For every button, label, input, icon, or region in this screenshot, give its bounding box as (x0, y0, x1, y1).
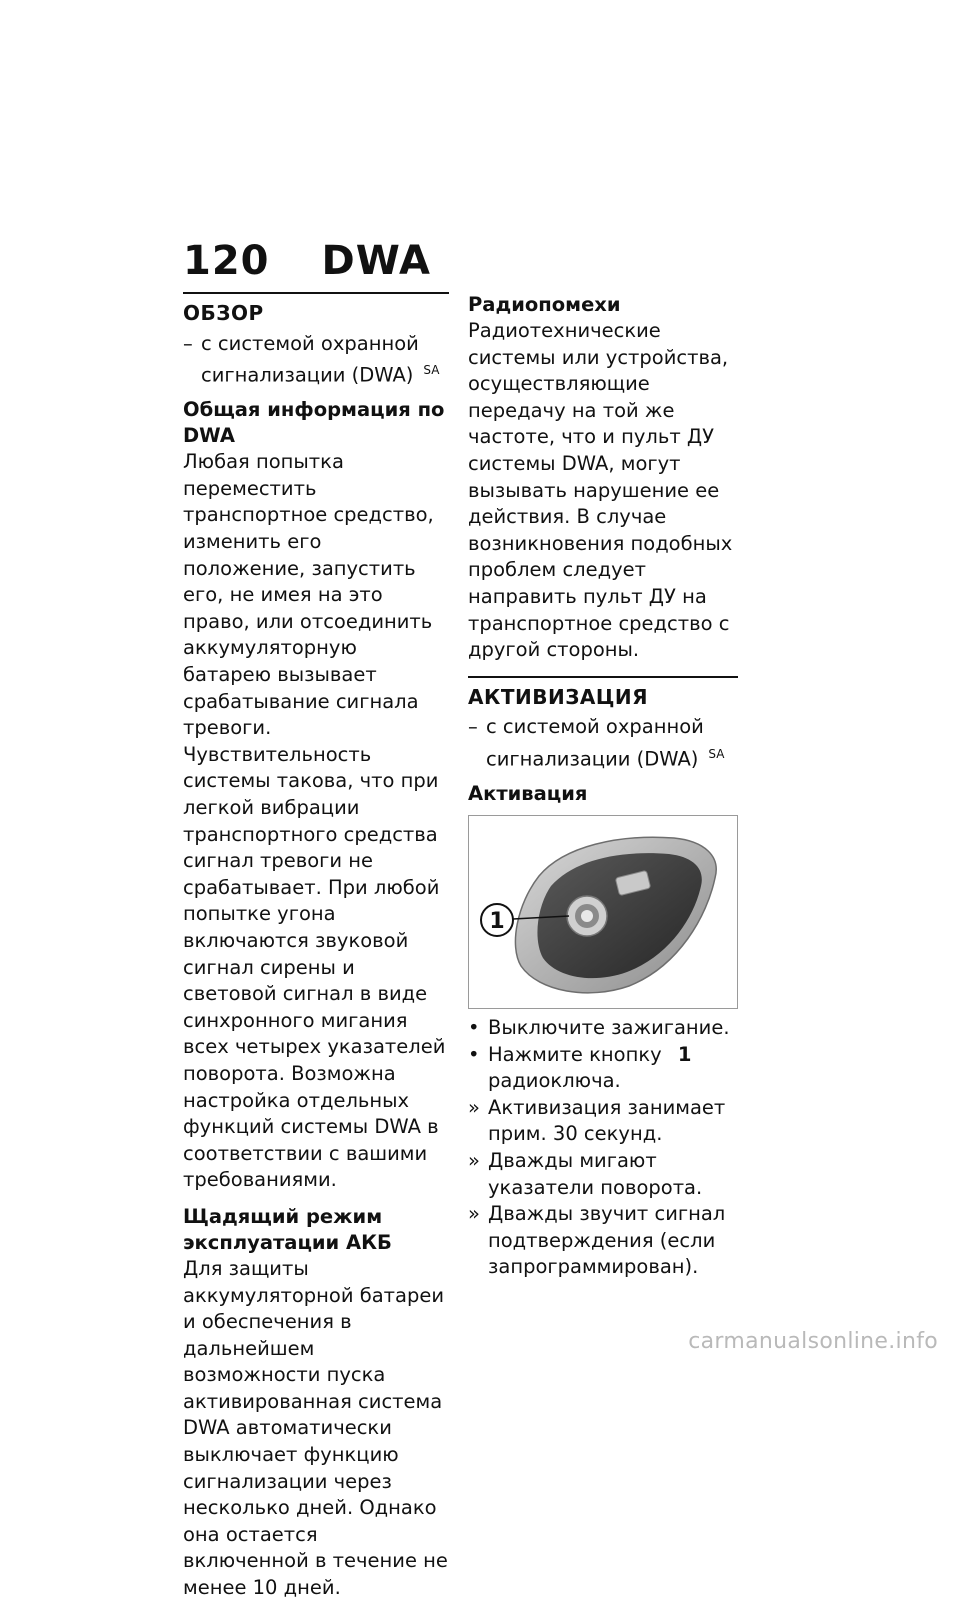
equipment-note (468, 714, 738, 773)
section-title-activation: АКТИВИЗАЦИЯ (468, 684, 649, 709)
list-item (468, 1148, 738, 1201)
left-column (183, 292, 449, 1602)
page-header (183, 238, 431, 284)
step-text: Нажмите кнопку (488, 1042, 662, 1066)
list-item (468, 1095, 738, 1148)
activation-heading: Активация (468, 782, 588, 805)
general-info-heading: Общая информация по DWA (183, 398, 445, 448)
remote-key-illustration (469, 816, 737, 1008)
watermark: carmanualsonline.info (688, 1329, 938, 1354)
section-rule (468, 676, 738, 678)
list-item (468, 1015, 738, 1042)
radio-interference-text: Радиотехнические системы или устройства, осуществляющие передачу на той же частоте, что и пульт ДУ системы DWA, могут вызывать нарушение ее действия. В случае возникновения подобных проблем следует направить пульт ДУ на транспортное средство с другой стороны. (468, 319, 733, 662)
equipment-text: с системой охранной сигнализации (DWA) (486, 715, 704, 771)
sa-badge: SA (708, 746, 725, 761)
list-item (468, 1201, 738, 1281)
remote-key-figure (468, 815, 738, 1009)
section-title-overview: ОБЗОР (183, 301, 264, 325)
list-marker: » (468, 1095, 480, 1119)
list-item (468, 1042, 738, 1095)
page-number: 120 (183, 238, 270, 284)
battery-heading: Щадящий режим эксплуатации АКБ (183, 1204, 392, 1254)
equipment-note (183, 331, 449, 390)
step-text: радиоключа. (488, 1069, 621, 1093)
right-column (468, 292, 738, 1281)
list-marker: » (468, 1202, 480, 1226)
dash-marker: – (468, 715, 478, 739)
radio-interference-heading: Радиопомехи (468, 293, 621, 316)
step-text: Активизация занимает прим. 30 секунд. (488, 1095, 726, 1146)
dash-marker: – (183, 331, 193, 355)
step-text: Дважды мигают указатели поворота. (488, 1148, 703, 1199)
list-marker: » (468, 1148, 480, 1172)
step-text: Выключите зажигание. (488, 1016, 730, 1039)
sa-badge: SA (423, 363, 440, 378)
step-ref-number: 1 (677, 1042, 692, 1066)
activation-steps (468, 1015, 738, 1281)
callout-number: 1 (489, 909, 505, 934)
general-info-text: Любая попытка переместить транспортное средство, изменить его положение, запустить его, не имея на это право, или отсоединить аккумуляторную батарею вызывает срабатывание сигнала тревоги. Чувствительность системы такова, что при легкой вибрации транспортного средства сигнал тревоги не срабатывает. При любой попытке угона включаются звуковой сигнал сирены и световой сигнал в виде синхронного мигания всех четырех указателей поворота. Возможна настройка отдельных функций системы DWA в соответствии с вашими требованиями. (183, 450, 446, 1192)
list-marker: • (468, 1042, 480, 1066)
section-rule (183, 292, 449, 294)
list-marker: • (468, 1016, 480, 1039)
step-text: Дважды звучит сигнал подтверждения (если запрограммирован). (488, 1202, 726, 1279)
equipment-text: с системой охранной сигнализации (DWA) (201, 331, 419, 387)
page-title: DWA (321, 238, 431, 284)
battery-text: Для защиты аккумуляторной батареи и обеспечения в дальнейшем возможности пуска активированная система DWA автоматически выключает функцию сигнализации через несколько дней. Однако она остается включенной в течение не менее 10 дней. (183, 1256, 448, 1600)
